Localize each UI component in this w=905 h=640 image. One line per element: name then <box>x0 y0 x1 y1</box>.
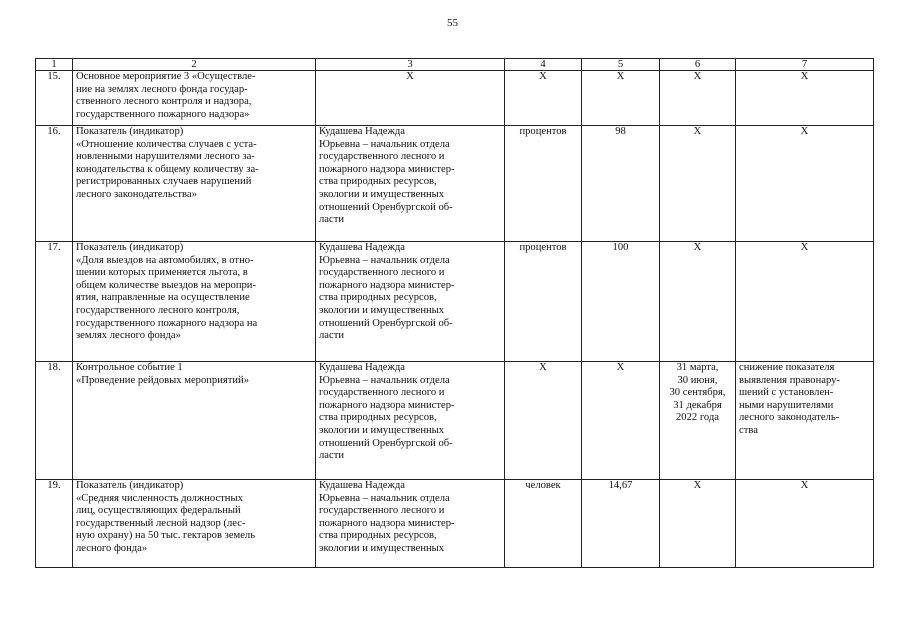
header-row <box>36 59 874 71</box>
col-header-2: 2 <box>73 59 316 71</box>
row-deadline: X <box>660 480 736 568</box>
row-value: 98 <box>582 126 660 242</box>
col-header-5: 5 <box>582 59 660 71</box>
table-row <box>36 71 874 126</box>
row-unit: человек <box>505 480 582 568</box>
row-description: Контрольное событие 1 «Проведение рейдовых мероприятий» <box>73 362 316 480</box>
row-unit: процентов <box>505 126 582 242</box>
row-responsible: Кудашева Надежда Юрьевна – начальник отдела государственного лесного и пожарного надзора министер- ства природных ресурсов, экологии и имущественных отношений Оренбургской об- ласти <box>316 126 505 242</box>
row-note: X <box>736 71 874 126</box>
col-header-4: 4 <box>505 59 582 71</box>
row-responsible: Кудашева Надежда Юрьевна – начальник отдела государственного лесного и пожарного надзора министер- ства природных ресурсов, экологии и имущественных <box>316 480 505 568</box>
row-deadline: X <box>660 242 736 362</box>
row-value: 100 <box>582 242 660 362</box>
row-note: X <box>736 480 874 568</box>
row-value: X <box>582 71 660 126</box>
row-value: 14,67 <box>582 480 660 568</box>
row-deadline: X <box>660 126 736 242</box>
col-header-3: 3 <box>316 59 505 71</box>
row-number: 18. <box>36 362 73 480</box>
row-deadline: 31 марта, 30 июня, 30 сентября, 31 декабря 2022 года <box>660 362 736 480</box>
row-responsible: X <box>316 71 505 126</box>
row-note: X <box>736 126 874 242</box>
row-unit: процентов <box>505 242 582 362</box>
row-description: Показатель (индикатор) «Доля выездов на автомобилях, в отно- шении которых применяется льгота, в общем количестве выездов на меропри- ятия, направленные на осуществление государственного лесного контроля, государственного пожарного надзора на землях лесного фонда» <box>73 242 316 362</box>
table-row <box>36 126 874 242</box>
row-description: Показатель (индикатор) «Средняя численность должностных лиц, осуществляющих федеральный государственный лесной надзор (лес- ную охрану) на 50 тыс. гектаров земель лесного фонда» <box>73 480 316 568</box>
table-row <box>36 362 874 480</box>
page-number: 55 <box>447 17 458 29</box>
col-header-7: 7 <box>736 59 874 71</box>
row-responsible: Кудашева Надежда Юрьевна – начальник отдела государственного лесного и пожарного надзора министер- ства природных ресурсов, экологии и имущественных отношений Оренбургской об- ласти <box>316 242 505 362</box>
row-unit: X <box>505 362 582 480</box>
row-number: 17. <box>36 242 73 362</box>
col-header-1: 1 <box>36 59 73 71</box>
col-header-6: 6 <box>660 59 736 71</box>
row-unit: X <box>505 71 582 126</box>
row-description: Показатель (индикатор) «Отношение количества случаев с уста- новленными нарушителями лесного за- конодательства к общему количеству за- регистрированных случаев нарушений лесного законодательства» <box>73 126 316 242</box>
measures-table <box>35 58 874 568</box>
row-number: 16. <box>36 126 73 242</box>
row-value: X <box>582 362 660 480</box>
row-note: X <box>736 242 874 362</box>
row-note: снижение показателя выявления правонару- шений с установлен- ными нарушителями лесного законодатель- ства <box>736 362 874 480</box>
row-responsible: Кудашева Надежда Юрьевна – начальник отдела государственного лесного и пожарного надзора министер- ства природных ресурсов, экологии и имущественных отношений Оренбургской об- ласти <box>316 362 505 480</box>
row-description: Основное мероприятие 3 «Осуществле- ние на землях лесного фонда государ- ственного лесного контроля и надзора, государственного пожарного надзора» <box>73 71 316 126</box>
table-row <box>36 242 874 362</box>
table-row <box>36 480 874 568</box>
row-number: 19. <box>36 480 73 568</box>
row-number: 15. <box>36 71 73 126</box>
row-deadline: X <box>660 71 736 126</box>
